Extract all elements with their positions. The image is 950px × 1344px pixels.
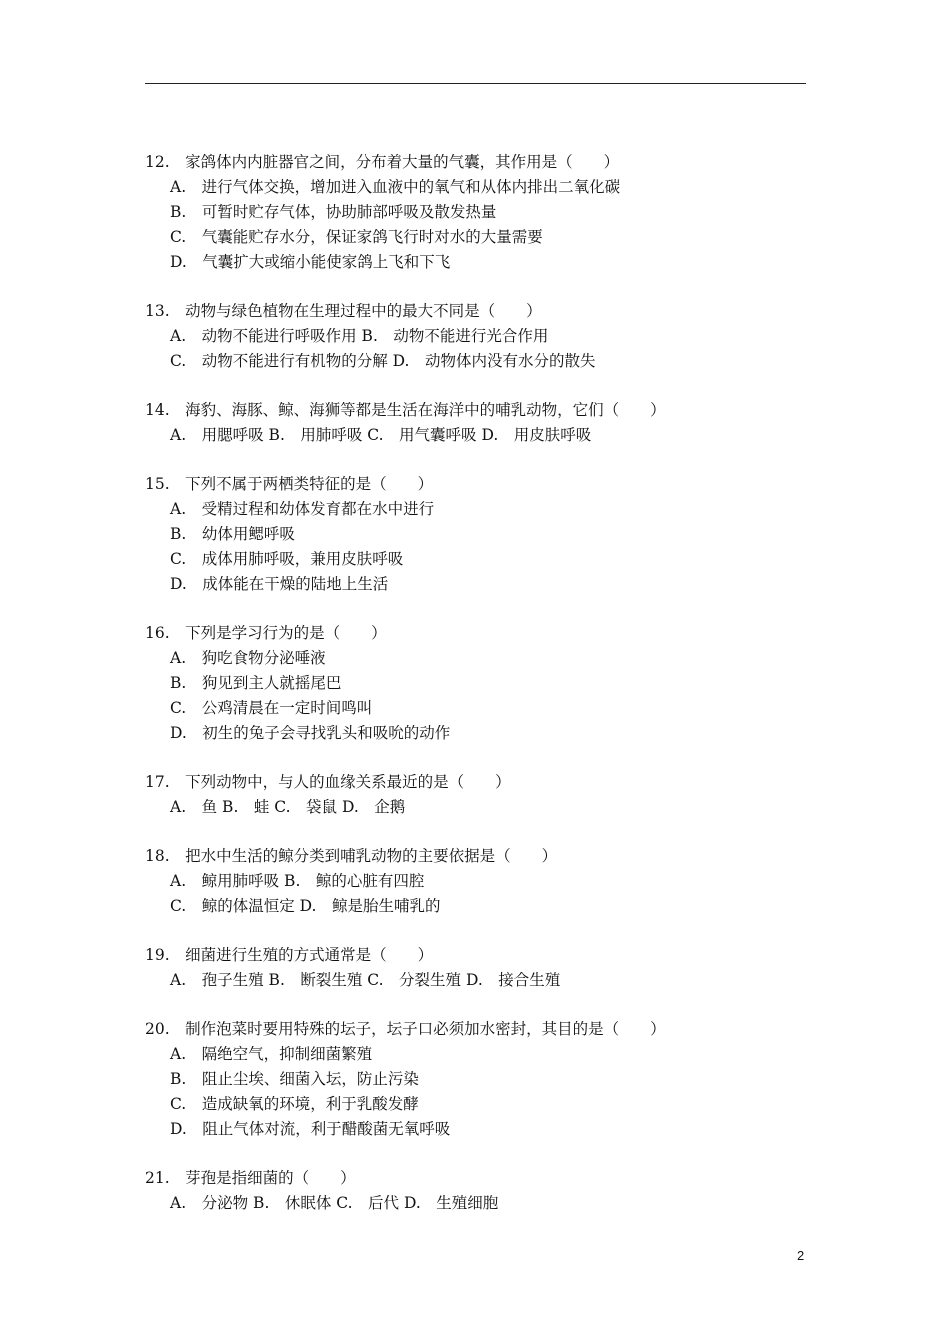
answer-option: A. 分泌物 B. 休眠体 C. 后代 D. 生殖细胞: [170, 1194, 499, 1212]
answer-option: C. 鲸的体温恒定 D. 鲸是胎生哺乳的: [170, 897, 441, 915]
question-stem: 18. 把水中生活的鲸分类到哺乳动物的主要依据是（ ）: [145, 847, 558, 865]
answer-option: D. 初生的兔子会寻找乳头和吸吮的动作: [170, 724, 451, 742]
question-stem: 17. 下列动物中，与人的血缘关系最近的是（ ）: [145, 773, 511, 791]
question-17: [145, 770, 825, 820]
answer-option: D. 气囊扩大或缩小能使家鸽上飞和下飞: [170, 253, 451, 271]
question-14: [145, 398, 825, 448]
question-stem: 16. 下列是学习行为的是（ ）: [145, 624, 387, 642]
answer-option: D. 成体能在干燥的陆地上生活: [170, 575, 389, 593]
question-stem: 15. 下列不属于两栖类特征的是（ ）: [145, 475, 434, 493]
question-list: [145, 150, 825, 1240]
answer-option: A. 鲸用肺呼吸 B. 鲸的心脏有四腔: [170, 872, 425, 890]
question-15: [145, 472, 825, 597]
header-rule: [145, 83, 806, 84]
question-stem: 20. 制作泡菜时要用特殊的坛子，坛子口必须加水密封，其目的是（ ）: [145, 1020, 666, 1038]
answer-option: C. 成体用肺呼吸，兼用皮肤呼吸: [170, 550, 404, 568]
answer-option: A. 隔绝空气，抑制细菌繁殖: [170, 1045, 373, 1063]
answer-option: C. 公鸡清晨在一定时间鸣叫: [170, 699, 373, 717]
question-stem: 21. 芽孢是指细菌的（ ）: [145, 1169, 356, 1187]
answer-option: C. 动物不能进行有机物的分解 D. 动物体内没有水分的散失: [170, 352, 596, 370]
question-16: [145, 621, 825, 746]
answer-option: C. 造成缺氧的环境，利于乳酸发酵: [170, 1095, 419, 1113]
answer-option: C. 气囊能贮存水分，保证家鸽飞行时对水的大量需要: [170, 228, 543, 246]
question-20: [145, 1017, 825, 1142]
answer-option: B. 阻止尘埃、细菌入坛，防止污染: [170, 1070, 419, 1088]
question-stem: 12. 家鸽体内内脏器官之间，分布着大量的气囊，其作用是（ ）: [145, 153, 620, 171]
answer-option: A. 受精过程和幼体发育都在水中进行: [170, 500, 435, 518]
question-21: [145, 1166, 825, 1216]
answer-option: A. 孢子生殖 B. 断裂生殖 C. 分裂生殖 D. 接合生殖: [170, 971, 561, 989]
question-stem: 13. 动物与绿色植物在生理过程中的最大不同是（ ）: [145, 302, 542, 320]
answer-option: A. 进行气体交换，增加进入血液中的氧气和从体内排出二氧化碳: [170, 178, 621, 196]
question-12: [145, 150, 825, 275]
question-18: [145, 844, 825, 919]
page-number: 2: [797, 1248, 805, 1263]
answer-option: D. 阻止气体对流，利于醋酸菌无氧呼吸: [170, 1120, 451, 1138]
answer-option: B. 可暂时贮存气体，协助肺部呼吸及散发热量: [170, 203, 497, 221]
answer-option: A. 动物不能进行呼吸作用 B. 动物不能进行光合作用: [170, 327, 549, 345]
answer-option: B. 幼体用鳃呼吸: [170, 525, 295, 543]
question-stem: 14. 海豹、海豚、鲸、海狮等都是生活在海洋中的哺乳动物，它们（ ）: [145, 401, 666, 419]
answer-option: B. 狗见到主人就摇尾巴: [170, 674, 342, 692]
answer-option: A. 用腮呼吸 B. 用肺呼吸 C. 用气囊呼吸 D. 用皮肤呼吸: [170, 426, 592, 444]
question-stem: 19. 细菌进行生殖的方式通常是（ ）: [145, 946, 434, 964]
answer-option: A. 鱼 B. 蛙 C. 袋鼠 D. 企鹅: [170, 798, 406, 816]
question-19: [145, 943, 825, 993]
answer-option: A. 狗吃食物分泌唾液: [170, 649, 326, 667]
question-13: [145, 299, 825, 374]
